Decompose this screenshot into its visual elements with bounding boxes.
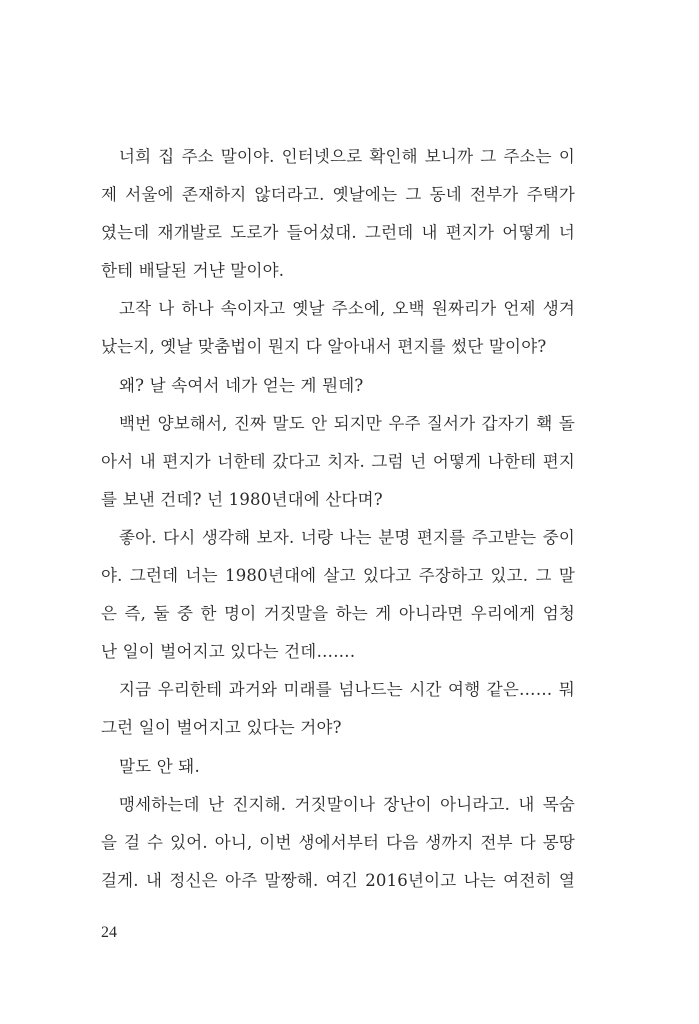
text-line: 한테 배달된 거냔 말이야. — [101, 261, 285, 281]
text-line: 제 서울에 존재하지 않더라고. 옛날에는 그 동네 전부가 주택가 — [101, 185, 575, 205]
page-number: 24 — [101, 924, 117, 941]
text-line: 맹세하는데 난 진지해. 거짓말이나 장난이 아니라고. 내 목숨 — [119, 794, 575, 814]
text-line: 였는데 재개발로 도로가 들어섰대. 그런데 내 편지가 어떻게 너 — [101, 223, 575, 243]
text-line: 을 걸 수 있어. 아니, 이번 생에서부터 다음 생까지 전부 다 몽땅 — [101, 832, 575, 852]
text-line: 왜? 날 속여서 네가 얻는 게 뭔데? — [119, 375, 364, 395]
text-line: 걸게. 내 정신은 아주 말짱해. 여긴 2016년이고 나는 여전히 열 — [101, 870, 575, 890]
text-line: 말도 안 돼. — [119, 756, 200, 776]
text-line: 났는지, 옛날 맞춤법이 뭔지 다 알아내서 편지를 썼단 말이야? — [101, 337, 547, 357]
text-line: 를 보낸 건데? 넌 1980년대에 산다며? — [101, 489, 383, 509]
text-line: 그런 일이 벌어지고 있다는 거야? — [101, 718, 342, 738]
text-line: 너희 집 주소 말이야. 인터넷으로 확인해 보니까 그 주소는 이 — [119, 147, 575, 166]
body-text — [101, 138, 575, 900]
text-line: 아서 내 편지가 너한테 갔다고 치자. 그럼 넌 어떻게 나한테 편지 — [101, 451, 575, 471]
text-line: 난 일이 벌어지고 있다는 건데……. — [101, 642, 356, 662]
text-line: 고작 나 하나 속이자고 옛날 주소에, 오백 원짜리가 언제 생겨 — [119, 299, 575, 319]
text-line: 백번 양보해서, 진짜 말도 안 되지만 우주 질서가 갑자기 홱 돌 — [119, 413, 575, 433]
text-line: 은 즉, 둘 중 한 명이 거짓말을 하는 게 아니라면 우리에게 엄청 — [101, 604, 575, 624]
text-line: 지금 우리한테 과거와 미래를 넘나드는 시간 여행 같은…… 뭐 — [119, 680, 575, 700]
text-line: 야. 그런데 너는 1980년대에 살고 있다고 주장하고 있고. 그 말 — [101, 566, 575, 586]
text-line: 좋아. 다시 생각해 보자. 너랑 나는 분명 편지를 주고받는 중이 — [119, 527, 575, 547]
